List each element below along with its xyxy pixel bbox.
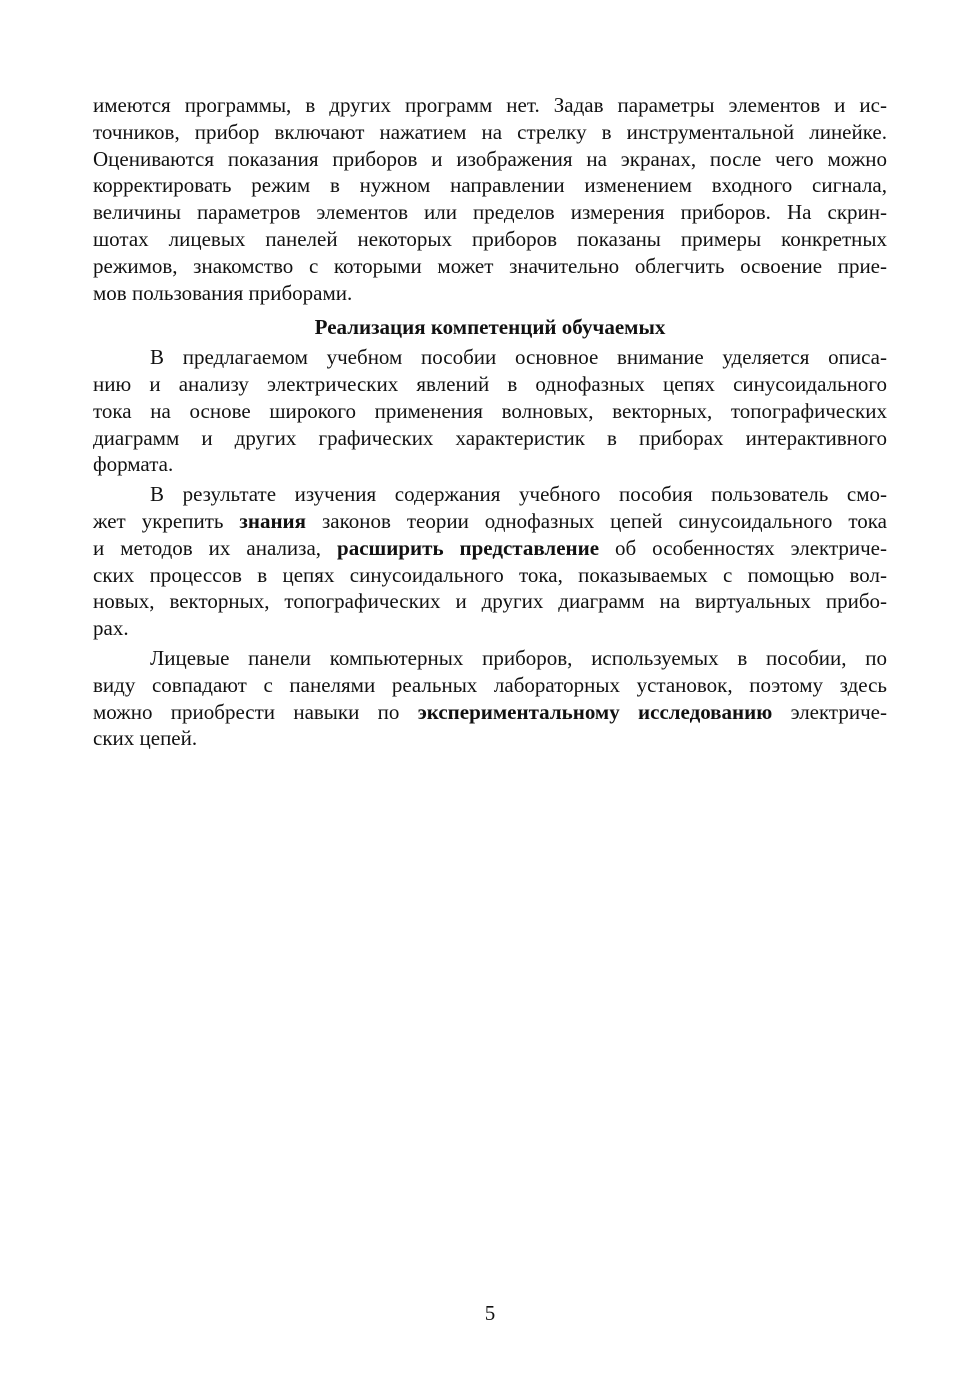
text-line: рах. xyxy=(93,616,129,641)
text-run: электриче- xyxy=(772,699,887,724)
text-line: режимов, знакомство с которыми может значительно облегчить освоение прие- xyxy=(93,253,887,278)
page-number: 5 xyxy=(484,1301,496,1325)
text-line xyxy=(93,508,887,535)
text-line: точников, прибор включают нажатием на стрелку в инструментальной линейке. xyxy=(93,119,887,144)
text-line xyxy=(93,699,887,726)
paragraph-2 xyxy=(93,481,887,642)
text-line: ских цепей. xyxy=(93,726,198,751)
text-run: об особенностях электриче- xyxy=(599,535,887,560)
text-line: тока на основе широкого применения волновых, векторных, топографических xyxy=(93,398,887,423)
text-line: виду совпадают с панелями реальных лабораторных установок, поэтому здесь xyxy=(93,672,887,697)
text-line: В результате изучения содержания учебного пособия пользователь смо- xyxy=(150,482,887,507)
text-line: корректировать режим в нужном направлении изменением входного сигнала, xyxy=(93,173,887,198)
text-line: ских процессов в цепях синусоидального тока, показываемых с помощью вол- xyxy=(93,562,887,587)
text-line: нию и анализу электрических явлений в однофазных цепях синусоидального xyxy=(93,371,887,396)
text-line: величины параметров элементов или пределов измерения приборов. На скрин- xyxy=(93,200,887,225)
intro-paragraph xyxy=(93,92,887,306)
text-line: диаграмм и других графических характеристик в приборах интерактивного xyxy=(93,425,887,450)
text-run: можно приобрести навыки по xyxy=(93,699,418,724)
text-run: и методов их анализа, xyxy=(93,535,338,560)
section-heading: Реализация компетенций обучаемых xyxy=(314,315,666,340)
text-line: шотах лицевых панелей некоторых приборов показаны примеры конкретных xyxy=(93,226,887,251)
text-line: Оцениваются показания приборов и изображения на экранах, после чего можно xyxy=(93,146,887,171)
text-line xyxy=(93,535,887,562)
document-page xyxy=(93,92,887,752)
emphasis-experimental-research: экспериментальному исследованию xyxy=(417,699,773,724)
text-line: Лицевые панели компьютерных приборов, используемых в пособии, по xyxy=(150,645,887,670)
text-line: мов пользования приборами. xyxy=(93,280,353,305)
text-line: формата. xyxy=(93,452,174,477)
text-run: жет укрепить xyxy=(93,508,240,533)
text-line: В предлагаемом учебном пособии основное внимание уделяется описа- xyxy=(150,345,887,370)
paragraph-1 xyxy=(93,344,887,478)
emphasis-knowledge: знания xyxy=(239,508,307,533)
emphasis-expand-understanding: расширить представление xyxy=(337,535,600,560)
text-run: законов теории однофазных цепей синусоидального тока xyxy=(306,508,887,533)
text-line: имеются программы, в других программ нет. Задав параметры элементов и ис- xyxy=(93,93,887,117)
text-line: новых, векторных, топографических и других диаграмм на виртуальных прибо- xyxy=(93,589,887,614)
paragraph-3 xyxy=(93,645,887,752)
